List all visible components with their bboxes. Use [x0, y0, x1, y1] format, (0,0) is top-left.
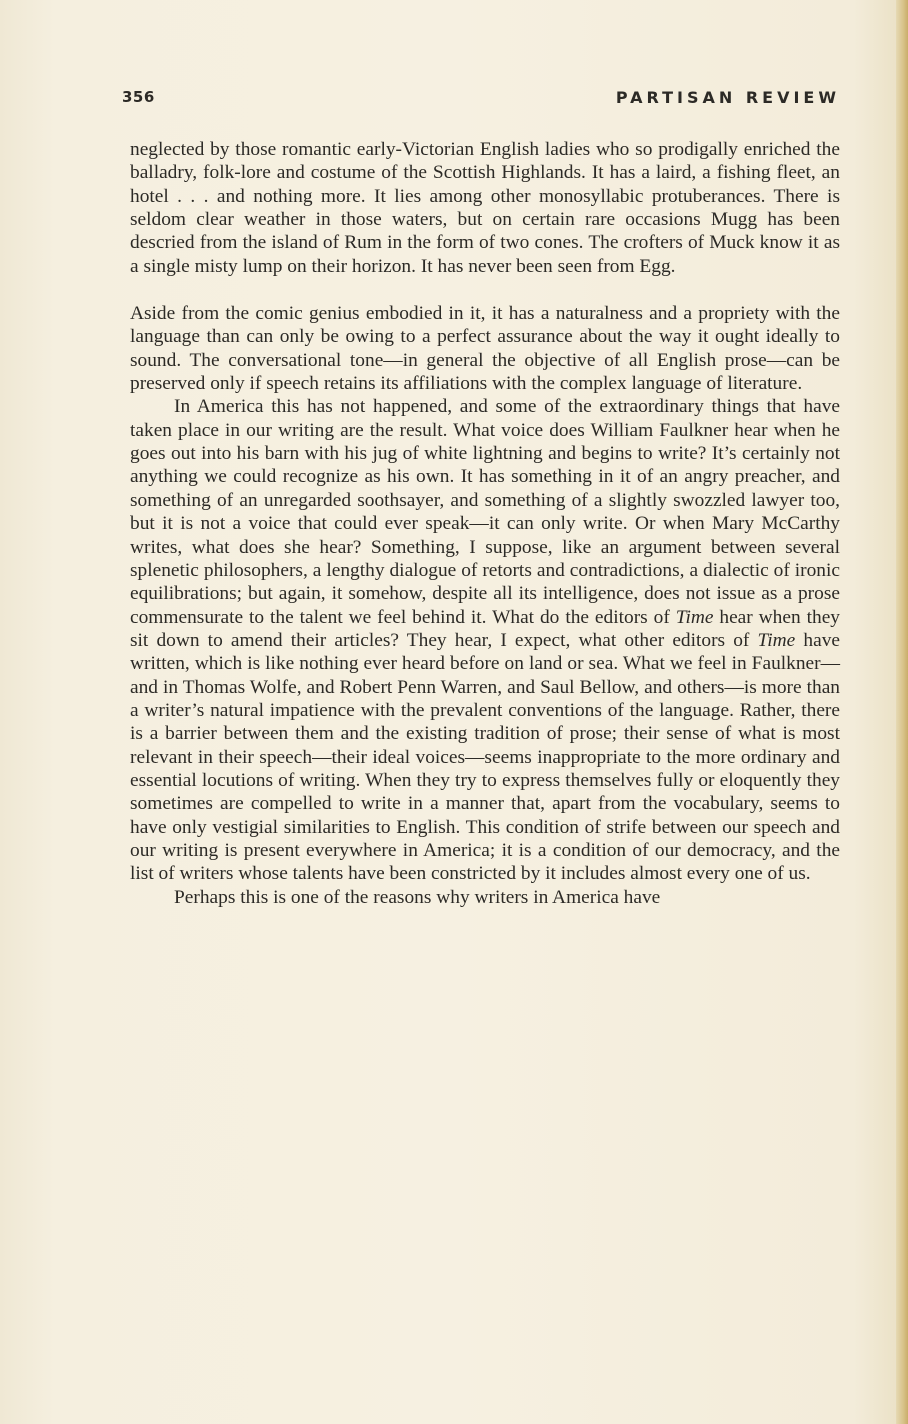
body-text — [130, 138, 840, 909]
page-number: 356 — [122, 88, 155, 106]
page-edge — [896, 0, 908, 1424]
paragraph-2: Aside from the comic genius embodied in it, it has a naturalness and a propriety with the language than can only be owing to a perfect assurance about the way it ought ideally to sound. The conversational tone—in general the objective of all English prose—can be preserved only if speech retains its affiliations with the complex language of literature. — [130, 303, 840, 395]
page-header — [122, 88, 840, 112]
paragraph-3-part-a: In America this has not happened, and some of the extraordinary things that have taken place in our writing are the result. What voice does William Faulkner hear when he goes out into his barn with his jug of white lightning and begins to write? It’s certainly not anything we could recognize as his own. It has something in it of an angry preacher, and something of an unregarded soothsayer, and something of a slightly swozzled lawyer too, but it is not a voice that could ever speak—it can only write. Or when Mary McCarthy writes, what does she hear? Something, I suppose, like an argument between several splenetic philosophers, a lengthy dialogue of retorts and contradictions, a dialectic of ironic equilibrations; but again, it somehow, despite all its intelligence, does not issue as a prose commensurate to the talent we feel behind it. What do the editors of — [130, 396, 840, 628]
italic-time-1: Time — [675, 606, 714, 628]
running-head: PARTISAN REVIEW — [615, 88, 840, 107]
paragraph-3-part-b: hear when they sit down to amend their articles? They hear, I expect, what other editors of — [130, 606, 840, 651]
paragraph-1: neglected by those romantic early-Victorian English ladies who so prodigally enriched the balladry, folk-lore and costume of the Scottish Highlands. It has a laird, a fishing fleet, an hotel . . . and nothing more. It lies among other monosyllabic protuberances. There is seldom clear weather in those waters, but on certain rare occasions Mugg has been descried from the island of Rum in the form of two cones. The crofters of Muck know it as a single misty lump on their horizon. It has never been seen from Egg. — [130, 139, 840, 277]
paragraph-4: Perhaps this is one of the reasons why writers in America have — [174, 886, 661, 908]
paragraph-3 — [130, 395, 840, 885]
paragraph-3-part-c: have written, which is like nothing ever heard before on land or sea. What we feel in Faulkner—and in Thomas Wolfe, and Robert Penn Warren, and Saul Bellow, and others—is more than a writer’s natural impatience with the prevalent conventions of the language. Rather, there is a barrier between them and the existing tradition of prose; their sense of what is most relevant in their speech—their ideal voices—seems inappropriate to the more ordinary and essential locutions of writing. When they try to express themselves fully or eloquently they sometimes are compelled to write in a manner that, apart from the vocabulary, seems to have only vestigial similarities to English. This condition of strife between our speech and our writing is present everywhere in America; it is a condition of our democracy, and the list of writers whose talents have been constricted by it includes almost every one of us. — [130, 629, 841, 885]
italic-time-2: Time — [757, 629, 796, 651]
